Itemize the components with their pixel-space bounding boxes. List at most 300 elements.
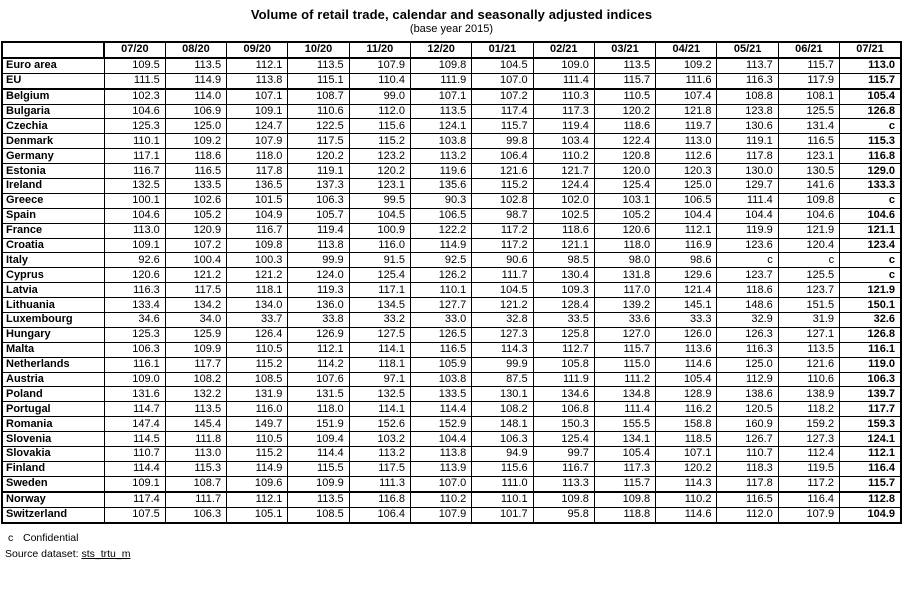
data-cell: 133.4: [104, 298, 165, 313]
data-cell: 109.8: [410, 58, 471, 73]
data-cell: 111.2: [594, 372, 655, 387]
data-cell: 109.3: [533, 283, 594, 298]
table-row: [2, 461, 901, 476]
data-cell: 151.5: [778, 298, 839, 313]
data-cell: 112.7: [533, 342, 594, 357]
data-cell: 100.9: [349, 223, 410, 238]
table-row: [2, 313, 901, 328]
data-cell: 120.8: [594, 149, 655, 164]
data-cell: 124.0: [288, 268, 349, 283]
data-cell: 117.3: [594, 461, 655, 476]
data-cell: 117.5: [349, 461, 410, 476]
data-cell: 120.4: [778, 238, 839, 253]
data-cell: 102.8: [472, 193, 533, 208]
data-cell: 135.6: [410, 179, 471, 194]
data-cell: 114.4: [104, 461, 165, 476]
data-cell: 117.7: [165, 357, 226, 372]
data-cell: 126.0: [656, 327, 717, 342]
data-cell: 117.3: [533, 104, 594, 119]
data-cell: 106.4: [472, 149, 533, 164]
data-cell: 114.1: [349, 342, 410, 357]
column-header: 05/21: [717, 42, 778, 58]
data-cell: 138.9: [778, 387, 839, 402]
data-cell: 134.1: [594, 432, 655, 447]
data-cell: 115.7: [594, 73, 655, 88]
data-cell: 34.6: [104, 313, 165, 328]
column-header: 01/21: [472, 42, 533, 58]
data-cell: 134.8: [594, 387, 655, 402]
data-cell: 107.1: [410, 89, 471, 104]
data-cell: 114.7: [104, 402, 165, 417]
data-cell: 114.3: [472, 342, 533, 357]
data-cell: 101.7: [472, 507, 533, 522]
data-cell: 104.6: [840, 208, 901, 223]
data-cell: 120.2: [349, 164, 410, 179]
data-cell: 121.2: [472, 298, 533, 313]
column-header: 09/20: [227, 42, 288, 58]
data-cell: 111.4: [533, 73, 594, 88]
table-row: [2, 179, 901, 194]
data-cell: 108.5: [288, 507, 349, 522]
data-cell: 113.5: [165, 58, 226, 73]
data-cell: 102.3: [104, 89, 165, 104]
data-cell: 110.4: [349, 73, 410, 88]
data-cell: 99.9: [472, 357, 533, 372]
data-cell: 118.6: [165, 149, 226, 164]
data-cell: 99.7: [533, 447, 594, 462]
data-cell: c: [840, 253, 901, 268]
table-row: [2, 104, 901, 119]
data-cell: 119.7: [656, 119, 717, 134]
data-cell: 131.4: [778, 119, 839, 134]
data-cell: 108.7: [165, 476, 226, 491]
data-cell: 159.3: [840, 417, 901, 432]
data-cell: 118.1: [349, 357, 410, 372]
data-cell: 111.6: [656, 73, 717, 88]
column-header: 04/21: [656, 42, 717, 58]
data-cell: 124.4: [533, 179, 594, 194]
data-cell: 118.6: [594, 119, 655, 134]
data-cell: 119.4: [533, 119, 594, 134]
data-cell: c: [840, 193, 901, 208]
data-cell: 126.8: [840, 327, 901, 342]
source-label: Source dataset:: [5, 547, 82, 560]
data-cell: 126.4: [227, 327, 288, 342]
data-cell: 104.9: [840, 507, 901, 522]
data-cell: 150.3: [533, 417, 594, 432]
source-dataset-link[interactable]: sts_trtu_m: [81, 547, 131, 560]
data-cell: 113.7: [717, 58, 778, 73]
data-cell: 92.5: [410, 253, 471, 268]
data-cell: 118.0: [227, 149, 288, 164]
data-cell: 106.3: [165, 507, 226, 522]
data-cell: 108.5: [227, 372, 288, 387]
data-cell: 118.5: [656, 432, 717, 447]
data-cell: 129.6: [656, 268, 717, 283]
data-cell: 125.3: [104, 327, 165, 342]
data-cell: 105.9: [410, 357, 471, 372]
data-cell: 120.2: [656, 461, 717, 476]
data-cell: 130.0: [717, 164, 778, 179]
data-cell: 113.5: [165, 402, 226, 417]
table-row: [2, 238, 901, 253]
data-cell: 124.1: [410, 119, 471, 134]
footnote-flag: c: [8, 531, 14, 544]
data-cell: 119.4: [288, 223, 349, 238]
data-cell: 123.2: [349, 149, 410, 164]
data-cell: 104.6: [104, 104, 165, 119]
data-cell: 123.4: [840, 238, 901, 253]
table-row: [2, 432, 901, 447]
data-cell: 119.0: [840, 357, 901, 372]
data-cell: 109.6: [227, 476, 288, 491]
data-cell: 111.5: [104, 73, 165, 88]
data-cell: 97.1: [349, 372, 410, 387]
data-cell: 109.0: [104, 372, 165, 387]
data-cell: 120.9: [165, 223, 226, 238]
table-row: [2, 476, 901, 491]
data-cell: 137.3: [288, 179, 349, 194]
data-cell: 160.9: [717, 417, 778, 432]
data-cell: 115.0: [594, 357, 655, 372]
data-cell: 121.4: [656, 283, 717, 298]
data-cell: 116.1: [840, 342, 901, 357]
data-cell: 152.9: [410, 417, 471, 432]
data-cell: 113.2: [349, 447, 410, 462]
data-cell: 100.1: [104, 193, 165, 208]
data-cell: 123.6: [717, 238, 778, 253]
data-cell: 121.6: [472, 164, 533, 179]
data-cell: 114.4: [410, 402, 471, 417]
data-cell: 118.1: [227, 283, 288, 298]
data-cell: 158.8: [656, 417, 717, 432]
row-label: Finland: [2, 461, 104, 476]
data-cell: 109.2: [165, 134, 226, 149]
data-cell: 109.1: [227, 104, 288, 119]
data-cell: 115.2: [472, 179, 533, 194]
data-cell: 127.3: [778, 432, 839, 447]
data-cell: 141.6: [778, 179, 839, 194]
data-cell: 105.1: [227, 507, 288, 522]
data-cell: 125.9: [165, 327, 226, 342]
data-cell: 106.5: [656, 193, 717, 208]
table-row: [2, 507, 901, 522]
page-subtitle: (base year 2015): [409, 23, 494, 35]
data-cell: 114.3: [656, 476, 717, 491]
data-cell: 115.3: [840, 134, 901, 149]
footnote-text: Confidential: [23, 531, 79, 544]
table-row: [2, 58, 901, 73]
data-cell: 123.8: [717, 104, 778, 119]
data-cell: 125.5: [778, 268, 839, 283]
data-cell: 110.2: [533, 149, 594, 164]
data-cell: 114.4: [288, 447, 349, 462]
data-cell: 120.6: [594, 223, 655, 238]
row-label: Slovenia: [2, 432, 104, 447]
data-cell: 114.9: [227, 461, 288, 476]
data-cell: 110.6: [778, 372, 839, 387]
data-cell: 116.3: [717, 342, 778, 357]
data-cell: 110.7: [717, 447, 778, 462]
data-cell: 113.0: [840, 58, 901, 73]
data-cell: 112.1: [227, 58, 288, 73]
data-cell: 109.9: [165, 342, 226, 357]
data-cell: 108.7: [288, 89, 349, 104]
data-cell: 117.8: [717, 476, 778, 491]
data-cell: 34.0: [165, 313, 226, 328]
data-cell: 134.2: [165, 298, 226, 313]
row-label: Greece: [2, 193, 104, 208]
data-cell: 117.1: [349, 283, 410, 298]
data-cell: 103.8: [410, 372, 471, 387]
data-cell: 121.1: [840, 223, 901, 238]
data-cell: 128.4: [533, 298, 594, 313]
data-cell: 126.2: [410, 268, 471, 283]
table-row: [2, 327, 901, 342]
data-cell: 102.5: [533, 208, 594, 223]
data-cell: 115.7: [594, 342, 655, 357]
data-cell: 105.7: [288, 208, 349, 223]
data-cell: 117.7: [840, 402, 901, 417]
data-cell: 112.0: [717, 507, 778, 522]
data-cell: 129.7: [717, 179, 778, 194]
data-cell: 113.0: [165, 447, 226, 462]
row-label: Belgium: [2, 89, 104, 104]
data-cell: 110.2: [410, 492, 471, 507]
row-label: Norway: [2, 492, 104, 507]
row-label: Cyprus: [2, 268, 104, 283]
data-cell: 114.5: [104, 432, 165, 447]
data-cell: 133.3: [840, 179, 901, 194]
table-row: [2, 447, 901, 462]
data-cell: 148.6: [717, 298, 778, 313]
data-cell: 123.1: [778, 149, 839, 164]
data-cell: 119.9: [717, 223, 778, 238]
data-cell: 104.5: [472, 283, 533, 298]
data-cell: 110.1: [410, 283, 471, 298]
data-cell: 113.5: [288, 492, 349, 507]
data-cell: 117.5: [288, 134, 349, 149]
corner-cell: [2, 42, 104, 58]
data-cell: 100.4: [165, 253, 226, 268]
data-cell: 116.5: [410, 342, 471, 357]
data-cell: 112.1: [656, 223, 717, 238]
data-cell: 118.0: [288, 402, 349, 417]
data-cell: 106.3: [840, 372, 901, 387]
data-cell: 102.6: [165, 193, 226, 208]
data-cell: 116.8: [840, 149, 901, 164]
data-cell: 107.9: [227, 134, 288, 149]
table-row: [2, 89, 901, 104]
data-cell: 136.5: [227, 179, 288, 194]
table-row: [2, 298, 901, 313]
data-cell: 131.9: [227, 387, 288, 402]
data-cell: 118.8: [594, 507, 655, 522]
data-cell: 109.8: [533, 492, 594, 507]
data-cell: 116.4: [778, 492, 839, 507]
data-cell: 126.9: [288, 327, 349, 342]
data-cell: 109.9: [288, 476, 349, 491]
data-cell: 113.5: [410, 104, 471, 119]
data-cell: 116.3: [717, 73, 778, 88]
row-label: Sweden: [2, 476, 104, 491]
row-label: Slovakia: [2, 447, 104, 462]
data-cell: 145.1: [656, 298, 717, 313]
data-cell: 130.1: [472, 387, 533, 402]
row-label: France: [2, 223, 104, 238]
data-cell: 121.8: [656, 104, 717, 119]
table-row: [2, 283, 901, 298]
data-cell: 123.7: [717, 268, 778, 283]
data-cell: 109.0: [533, 58, 594, 73]
data-cell: 122.2: [410, 223, 471, 238]
data-cell: 126.5: [410, 327, 471, 342]
data-cell: 110.2: [656, 492, 717, 507]
table-row: [2, 149, 901, 164]
data-cell: 32.6: [840, 313, 901, 328]
data-cell: 133.5: [165, 179, 226, 194]
data-cell: 110.3: [533, 89, 594, 104]
data-cell: 130.6: [717, 119, 778, 134]
data-cell: 105.4: [840, 89, 901, 104]
data-cell: 113.5: [778, 342, 839, 357]
data-cell: 113.3: [533, 476, 594, 491]
data-cell: 149.7: [227, 417, 288, 432]
data-cell: 127.0: [594, 327, 655, 342]
data-cell: 122.5: [288, 119, 349, 134]
data-cell: 114.6: [656, 357, 717, 372]
data-cell: 92.6: [104, 253, 165, 268]
data-cell: 121.6: [778, 357, 839, 372]
column-header: 03/21: [594, 42, 655, 58]
data-cell: 148.1: [472, 417, 533, 432]
data-cell: 138.6: [717, 387, 778, 402]
row-label: Romania: [2, 417, 104, 432]
row-label: Euro area: [2, 58, 104, 73]
data-cell: 124.7: [227, 119, 288, 134]
data-cell: 119.6: [410, 164, 471, 179]
data-cell: 150.1: [840, 298, 901, 313]
data-cell: 113.0: [104, 223, 165, 238]
data-cell: 125.0: [717, 357, 778, 372]
table-row: [2, 357, 901, 372]
data-cell: 121.2: [165, 268, 226, 283]
data-cell: 116.7: [533, 461, 594, 476]
row-label: Spain: [2, 208, 104, 223]
data-cell: 111.9: [410, 73, 471, 88]
data-cell: 121.7: [533, 164, 594, 179]
data-cell: 105.2: [594, 208, 655, 223]
data-cell: 111.9: [533, 372, 594, 387]
data-cell: 107.2: [165, 238, 226, 253]
data-cell: 106.3: [104, 342, 165, 357]
data-cell: 99.9: [288, 253, 349, 268]
data-cell: 112.6: [656, 149, 717, 164]
data-cell: 100.3: [227, 253, 288, 268]
data-cell: 136.0: [288, 298, 349, 313]
data-cell: 104.5: [349, 208, 410, 223]
data-cell: 118.2: [778, 402, 839, 417]
data-cell: 109.4: [288, 432, 349, 447]
column-header: 10/20: [288, 42, 349, 58]
data-cell: 116.9: [656, 238, 717, 253]
data-cell: 107.4: [656, 89, 717, 104]
data-cell: 117.9: [778, 73, 839, 88]
data-cell: 33.6: [594, 313, 655, 328]
data-cell: 121.9: [840, 283, 901, 298]
data-cell: 131.8: [594, 268, 655, 283]
data-cell: 112.1: [840, 447, 901, 462]
data-cell: 139.7: [840, 387, 901, 402]
data-cell: 31.9: [778, 313, 839, 328]
table-row: [2, 73, 901, 88]
row-label: Malta: [2, 342, 104, 357]
data-table: [1, 41, 902, 524]
data-cell: 106.3: [288, 193, 349, 208]
data-cell: 159.2: [778, 417, 839, 432]
data-cell: 127.1: [778, 327, 839, 342]
table-row: [2, 223, 901, 238]
data-cell: 109.1: [104, 476, 165, 491]
data-cell: 125.4: [594, 179, 655, 194]
row-label: Italy: [2, 253, 104, 268]
row-label: Germany: [2, 149, 104, 164]
data-cell: 125.8: [533, 327, 594, 342]
data-cell: 110.5: [594, 89, 655, 104]
data-cell: 107.9: [410, 507, 471, 522]
data-cell: 114.2: [288, 357, 349, 372]
row-label: Czechia: [2, 119, 104, 134]
data-cell: 110.6: [288, 104, 349, 119]
data-cell: 101.5: [227, 193, 288, 208]
data-cell: 33.8: [288, 313, 349, 328]
column-header: 02/21: [533, 42, 594, 58]
data-cell: 109.8: [778, 193, 839, 208]
data-cell: 109.1: [104, 238, 165, 253]
data-cell: 118.3: [717, 461, 778, 476]
table-row: [2, 372, 901, 387]
data-cell: 120.5: [717, 402, 778, 417]
column-header: 12/20: [410, 42, 471, 58]
data-cell: 113.8: [227, 73, 288, 88]
data-cell: 115.2: [227, 357, 288, 372]
data-cell: 110.7: [104, 447, 165, 462]
data-cell: 139.2: [594, 298, 655, 313]
data-cell: 117.4: [472, 104, 533, 119]
data-cell: 115.7: [840, 73, 901, 88]
data-cell: 99.0: [349, 89, 410, 104]
data-cell: 105.4: [656, 372, 717, 387]
data-cell: 98.5: [533, 253, 594, 268]
data-cell: 118.6: [717, 283, 778, 298]
data-cell: 109.8: [227, 238, 288, 253]
data-cell: 120.2: [288, 149, 349, 164]
data-cell: 113.2: [410, 149, 471, 164]
data-cell: 33.7: [227, 313, 288, 328]
data-cell: 110.1: [104, 134, 165, 149]
data-cell: 121.9: [778, 223, 839, 238]
data-cell: 111.7: [472, 268, 533, 283]
data-cell: 117.8: [717, 149, 778, 164]
data-cell: 109.8: [594, 492, 655, 507]
data-cell: 117.5: [165, 283, 226, 298]
data-cell: 125.3: [104, 119, 165, 134]
table-row: [2, 268, 901, 283]
data-cell: 112.8: [840, 492, 901, 507]
data-cell: 87.5: [472, 372, 533, 387]
data-cell: 90.6: [472, 253, 533, 268]
data-cell: 110.5: [227, 432, 288, 447]
